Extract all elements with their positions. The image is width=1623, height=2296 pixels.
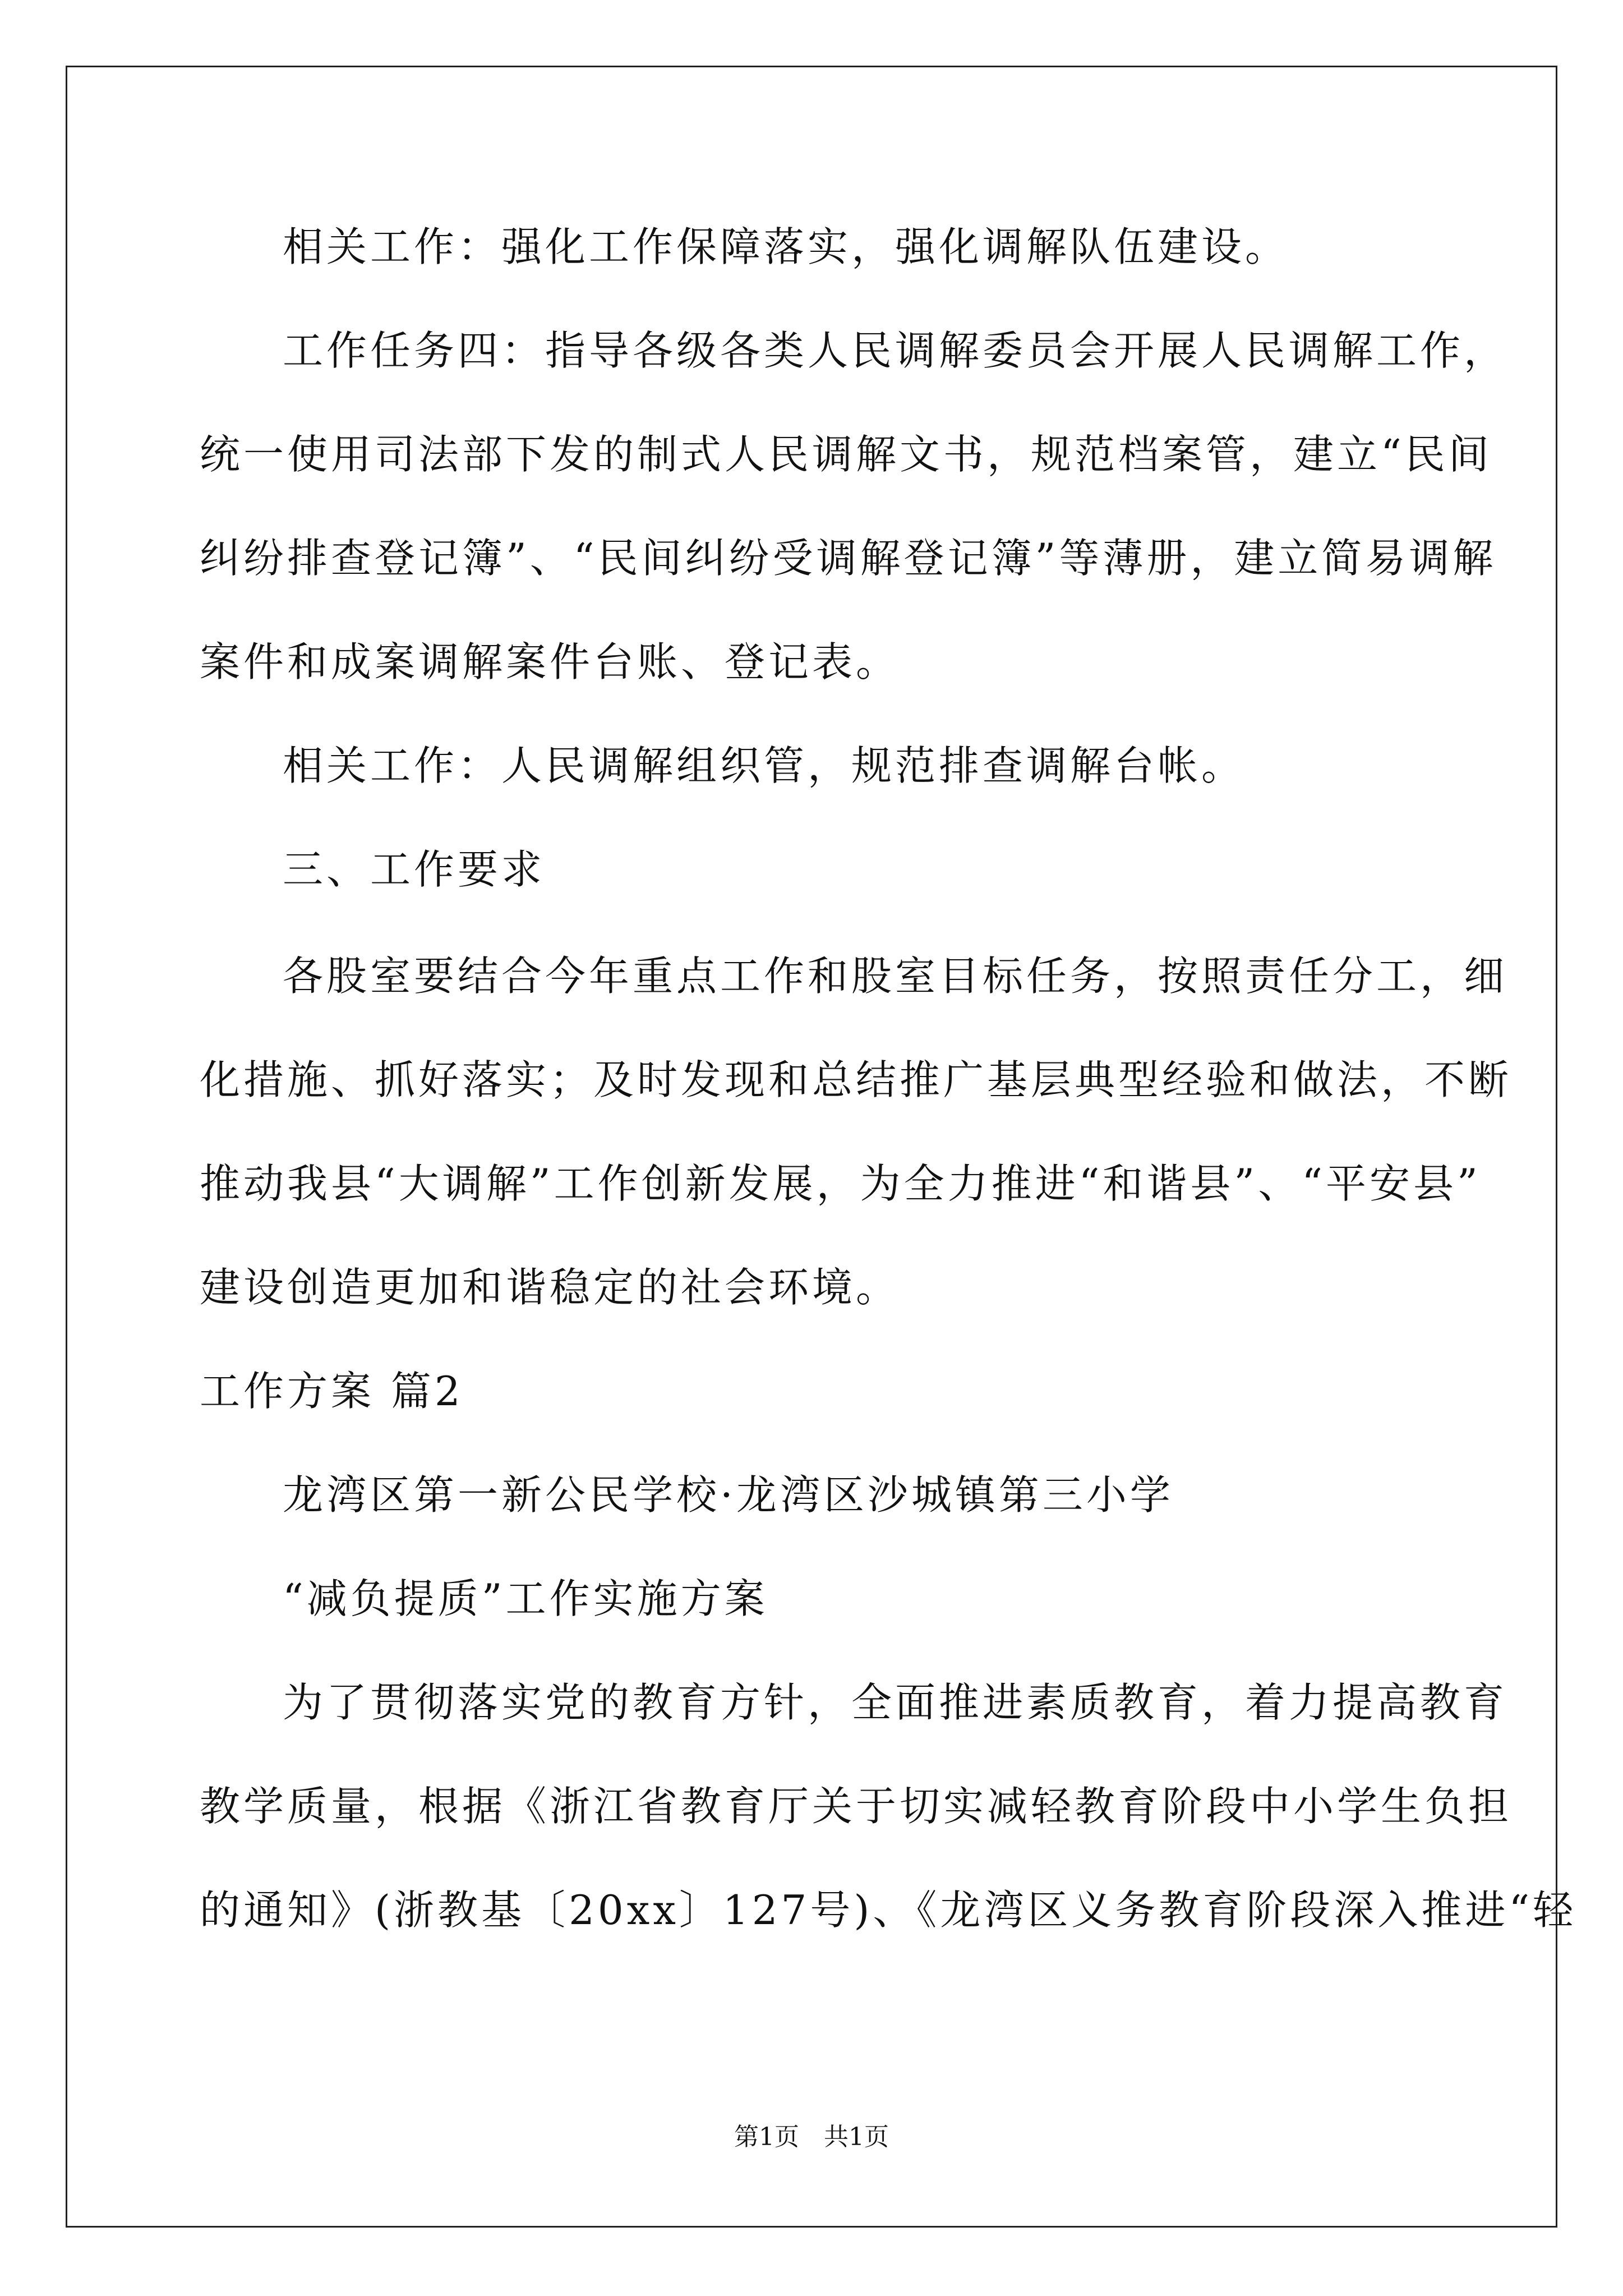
paragraph-line: 推动我县“大调解”工作创新发展，为全力推进“和谐县”、“平安县” bbox=[200, 1160, 1481, 1207]
paragraph-line: 工作任务四：指导各级各类人民调解委员会开展人民调解工作， bbox=[283, 327, 1508, 374]
paragraph-line: 相关工作：强化工作保障落实，强化调解队伍建设。 bbox=[283, 223, 1289, 270]
paragraph-line: 建设创造更加和谐稳定的社会环境。 bbox=[200, 1264, 900, 1311]
paragraph-line: 的通知》(浙教基〔20xx〕127号)、《龙湾区义务教育阶段深入推进“轻 bbox=[200, 1887, 1577, 1934]
paragraph-line: 各股室要结合今年重点工作和股室目标任务，按照责任分工，细 bbox=[283, 953, 1508, 1000]
section-heading: 三、工作要求 bbox=[283, 846, 546, 893]
paragraph-line: 化措施、抓好落实；及时发现和总结推广基层典型经验和做法，不断 bbox=[200, 1056, 1513, 1103]
paragraph-line: 纠纷排查登记簿”、“民间纠纷受调解登记簿”等薄册，建立简易调解 bbox=[200, 535, 1497, 582]
article-heading: 工作方案 篇2 bbox=[200, 1368, 464, 1415]
paragraph-line: 相关工作：人民调解组织管，规范排查调解台帐。 bbox=[283, 742, 1246, 789]
school-title: 龙湾区第一新公民学校·龙湾区沙城镇第三小学 bbox=[283, 1471, 1174, 1519]
page-number: 第1页 共1页 bbox=[734, 2123, 889, 2151]
paragraph-line: 教学质量，根据《浙江省教育厅关于切实减轻教育阶段中小学生负担 bbox=[200, 1783, 1513, 1830]
paragraph-line: 统一使用司法部下发的制式人民调解文书，规范档案管，建立“民间 bbox=[200, 431, 1492, 478]
paragraph-line: 为了贯彻落实党的教育方针，全面推进素质教育，着力提高教育 bbox=[283, 1679, 1508, 1726]
plan-title: “减负提质”工作实施方案 bbox=[283, 1575, 768, 1622]
paragraph-line: 案件和成案调解案件台账、登记表。 bbox=[200, 638, 900, 685]
